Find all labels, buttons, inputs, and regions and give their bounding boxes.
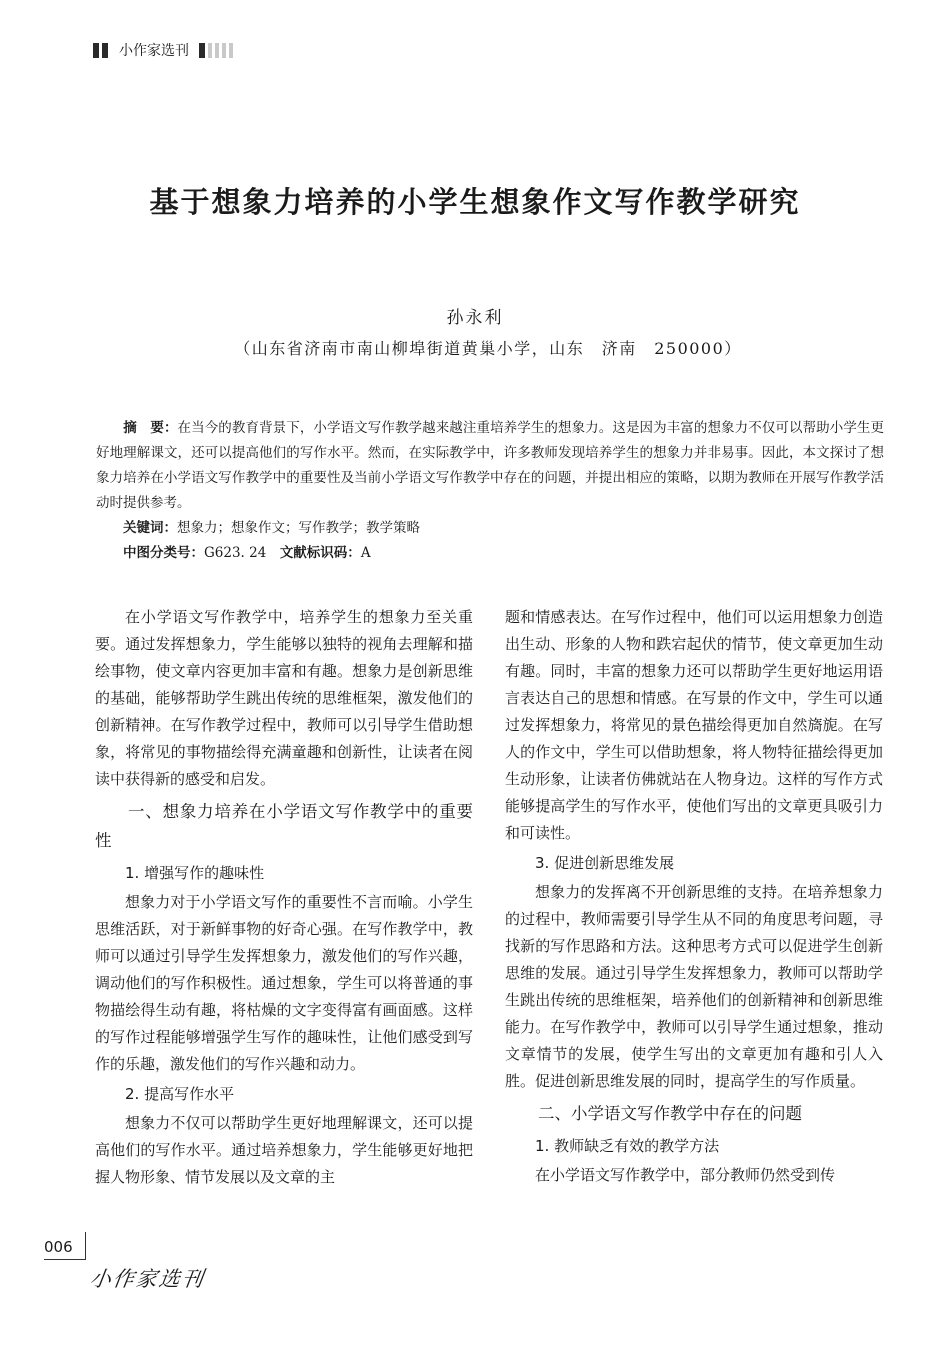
subsection-2-1-paragraph: 在小学语文写作教学中，部分教师仍然受到传	[535, 1166, 836, 1184]
doc-code-label: 文献标识码：	[279, 545, 361, 561]
article-author: 孙永利	[446, 308, 504, 328]
header-bar-mark	[208, 43, 212, 58]
page-number: 006	[44, 1238, 73, 1256]
abstract-paragraph	[96, 416, 884, 516]
journal-header-label: 小作家选刊	[119, 43, 189, 59]
classification-line	[96, 541, 884, 566]
subsection-1-3-paragraph: 想象力的发挥离不开创新思维的支持。在培养想象力的过程中，教师需要引导学生从不同的角度思考问题，寻找新的写作思路和方法。这种思考方式可以促进学生创新思维的发展。通过引导学生发挥想象力，教师可以帮助学生跳出传统的思维框架，培养他们的创新精神和创新思维能力。在写作教学中，教师可以引导学生通过想象，推动文章情节的发展，使学生写出的文章更加有趣和引人入胜。促进创新思维发展的同时，提高学生的写作质量。	[505, 883, 883, 1090]
clc-value: G623. 24	[204, 545, 267, 561]
keywords-text: 想象力；想象作文；写作教学；教学策略	[177, 520, 420, 536]
section-2-heading: 二、小学语文写作教学中存在的问题	[538, 1104, 802, 1123]
author-affiliation: （山东省济南市南山柳埠街道黄巢小学，山东 济南 250000）	[234, 339, 742, 358]
journal-footer-logo: 小作家选刊	[88, 1267, 207, 1291]
header-bar-mark	[93, 43, 99, 58]
doc-code-value: A	[360, 545, 371, 561]
subsection-1-2-heading: 2. 提高写作水平	[125, 1085, 235, 1103]
header-bar-mark	[222, 43, 226, 58]
abstract-text: 在当今的教育背景下，小学语文写作教学越来越注重培养学生的想象力。这是因为丰富的想象力不仅可以帮助小学生更好地理解课文，还可以提高他们的写作水平。然而，在实际教学中，许多教师发现培养学生的想象力并非易事。因此，本文探讨了想象力培养在小学语文写作教学中的重要性及当前小学语文写作教学中存在的问题，并提出相应的策略，以期为教师在开展写作教学活动时提供参考。	[96, 420, 885, 511]
subsection-1-1-heading: 1. 增强写作的趣味性	[125, 864, 265, 882]
subsection-1-2-paragraph-start: 想象力不仅可以帮助学生更好地理解课文，还可以提高他们的写作水平。通过培养想象力，学生能够更好地把握人物形象、情节发展以及文章的主	[95, 1114, 473, 1186]
header-bar-mark	[229, 43, 233, 58]
header-bar-mark	[199, 43, 205, 58]
body-column-right	[505, 604, 883, 1189]
subsection-2-1-heading: 1. 教师缺乏有效的教学方法	[535, 1137, 720, 1155]
keywords-label: 关键词：	[123, 520, 177, 536]
intro-paragraph: 在小学语文写作教学中，培养学生的想象力至关重要。通过发挥想象力，学生能够以独特的视角去理解和描绘事物，使文章内容更加丰富和有趣。想象力是创新思维的基础，能够帮助学生跳出传统的思维框架，激发他们的创新精神。在写作教学过程中，教师可以引导学生借助想象，将常见的事物描绘得充满童趣和创新性，让读者在阅读中获得新的感受和启发。	[95, 608, 473, 788]
keywords-line	[96, 516, 884, 541]
running-header	[93, 40, 236, 60]
article-title: 基于想象力培养的小学生想象作文写作教学研究	[149, 185, 801, 219]
subsection-1-1-paragraph: 想象力对于小学语文写作的重要性不言而喻。小学生思维活跃，对于新鲜事物的好奇心强。在写作教学中，教师可以通过引导学生发挥想象力，激发他们的写作兴趣，调动他们的写作积极性。通过想象，学生可以将普通的事物描绘得生动有趣，将枯燥的文字变得富有画面感。这样的写作过程能够增强学生写作的趣味性，让他们感受到写作的乐趣，激发他们的写作兴趣和动力。	[95, 893, 473, 1073]
footer-rule	[44, 1259, 86, 1260]
clc-label: 中图分类号：	[123, 545, 204, 561]
subsection-1-2-paragraph-cont: 题和情感表达。在写作过程中，他们可以运用想象力创造出生动、形象的人物和跌宕起伏的情节，使文章更加生动有趣。同时，丰富的想象力还可以帮助学生更好地运用语言表达自己的思想和情感。在写景的作文中，学生可以通过发挥想象力，将常见的景色描绘得更加自然旖旎。在写人的作文中，学生可以借助想象，将人物特征描绘得更加生动形象，让读者仿佛就站在人物身边。这样的写作方式能够提高学生的写作水平，使他们写出的文章更具吸引力和可读性。	[505, 608, 883, 842]
abstract-block	[96, 416, 884, 566]
footer-divider	[85, 1232, 86, 1260]
body-column-left	[95, 604, 473, 1191]
header-bar-mark	[215, 43, 219, 58]
abstract-label: 摘 要：	[123, 420, 178, 436]
section-1-heading: 一、想象力培养在小学语文写作教学中的重要性	[95, 802, 473, 850]
header-bar-mark	[102, 43, 108, 58]
subsection-1-3-heading: 3. 促进创新思维发展	[535, 854, 675, 872]
